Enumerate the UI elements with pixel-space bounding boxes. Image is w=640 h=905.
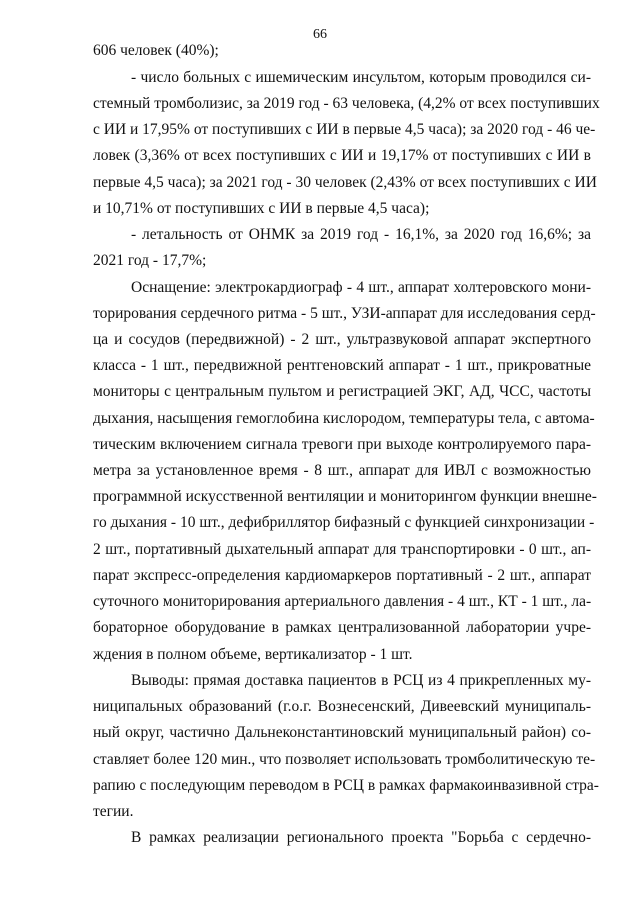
- text-line: - число больных с ишемическим инсультом, которым проводился си-: [131, 69, 591, 86]
- text-line: торирования сердечного ритма - 5 шт., УЗИ-аппарат для исследования серд-: [93, 305, 596, 322]
- text-line: го дыхания - 10 шт., дефибриллятор бифазный с функцией синхронизации -: [93, 514, 595, 531]
- text-line: ставляет более 120 мин., что позволяет использовать тромболитическую те-: [93, 751, 596, 768]
- text-line: метра за установленное время - 8 шт., аппарат для ИВЛ с возможностью: [93, 462, 591, 479]
- text-line: 606 человек (40%);: [93, 42, 219, 59]
- text-line: и 10,71% от поступивших с ИИ в первые 4,5 часа);: [93, 200, 430, 217]
- page-number: 66: [313, 27, 327, 42]
- text-line: 2021 год - 17,7%;: [93, 252, 207, 269]
- text-line: ный округ, частично Дальнеконстантиновский муниципальный район) со-: [93, 724, 591, 741]
- text-line: стемный тромболизис, за 2019 год - 63 человека, (4,2% от всех поступивших: [93, 95, 600, 112]
- text-line: - летальность от ОНМК за 2019 год - 16,1%, за 2020 год 16,6%; за: [131, 226, 591, 243]
- text-line: программной искусственной вентиляции и мониторингом функции внешне-: [93, 488, 597, 505]
- text-line: суточного мониторирования артериального давления - 4 шт., КТ - 1 шт., ла-: [93, 593, 592, 610]
- text-line: парат экспресс-определения кардиомаркеров портативный - 2 шт., аппарат: [93, 567, 591, 584]
- text-line: ниципальных образований (г.о.г. Вознесенский, Дивеевский муниципаль-: [93, 698, 591, 715]
- text-line: тическим включением сигнала тревоги при выходе контролируемого пара-: [93, 436, 591, 453]
- text-line: Оснащение: электрокардиограф - 4 шт., аппарат холтеровского мони-: [131, 279, 591, 296]
- text-line: ждения в полном объеме, вертикализатор - 1 шт.: [93, 646, 413, 663]
- text-line: дыхания, насыщения гемоглобина кислородом, температуры тела, с автома-: [93, 410, 595, 427]
- text-line: ловек (3,36% от всех поступивших с ИИ и 19,17% от поступивших с ИИ в: [93, 147, 591, 164]
- text-line: бораторное оборудование в рамках централизованной лаборатории учре-: [93, 619, 591, 636]
- text-line: 2 шт., портативный дыхательный аппарат для транспортировки - 0 шт., ап-: [93, 541, 591, 558]
- text-line: рапию с последующим переводом в РСЦ в рамках фармакоинвазивной стра-: [93, 777, 599, 794]
- text-line: класса - 1 шт., передвижной рентгеновский аппарат - 1 шт., прикроватные: [93, 357, 591, 374]
- text-line: Выводы: прямая доставка пациентов в РСЦ из 4 прикрепленных му-: [131, 672, 591, 689]
- text-line: В рамках реализации регионального проекта "Борьба с сердечно-: [131, 829, 591, 846]
- text-line: мониторы с центральным пультом и регистрацией ЭКГ, АД, ЧСС, частоты: [93, 383, 591, 400]
- text-line: первые 4,5 часа); за 2021 год - 30 человек (2,43% от всех поступивших с ИИ: [93, 174, 597, 191]
- text-line: с ИИ и 17,95% от поступивших с ИИ в первые 4,5 часа); за 2020 год - 46 че-: [93, 121, 596, 138]
- text-line: ца и сосудов (передвижной) - 2 шт., ультразвуковой аппарат экспертного: [93, 331, 591, 348]
- text-line: тегии.: [93, 803, 134, 820]
